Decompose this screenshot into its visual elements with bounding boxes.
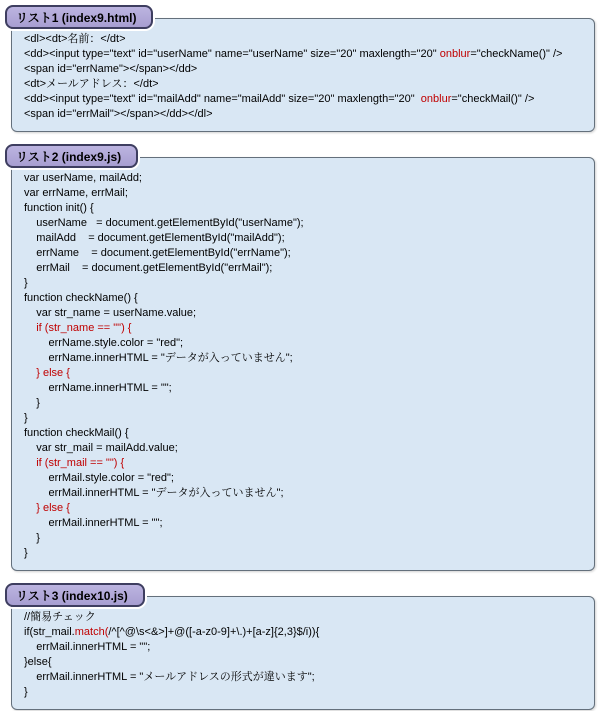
listing-3-codebox [11,596,595,710]
code-line [24,670,586,685]
code-line [24,546,586,561]
code-segment [24,322,36,334]
listing-3-tab-label: リスト3 (index10.js) [16,588,128,603]
code-line [24,336,586,351]
code-segment: <dt>メールアドレス：</dt> [24,78,159,90]
code-line [24,47,586,62]
code-line [24,231,586,246]
code-segment: function init() { [24,202,94,214]
code-line [24,655,586,670]
code-line [24,640,586,655]
code-line [24,396,586,411]
code-segment: errMail.innerHTML = ""; [24,517,163,529]
code-line [24,426,586,441]
code-segment: errMail.innerHTML = "メールアドレスの形式が違います"; [24,671,315,683]
code-line [24,486,586,501]
code-line [24,610,586,625]
code-segment: } [24,397,40,409]
code-segment: errMail.innerHTML = "データが入っていません"; [24,487,284,499]
code-segment: userName = document.getElementById("userName"); [24,217,304,229]
listing-3-tab [5,583,145,607]
code-line [24,186,586,201]
code-segment: } [24,686,28,698]
code-line [24,77,586,92]
code-segment [24,367,36,379]
code-line [24,411,586,426]
code-line [24,531,586,546]
code-segment: function checkMail() { [24,427,129,439]
listing-1-section [5,5,595,132]
code-line [24,685,586,700]
code-segment: errName.style.color = "red"; [24,337,184,349]
listing-2-tab-label: リスト2 (index9.js) [16,149,122,164]
code-line [24,216,586,231]
code-segment: } [24,277,28,289]
code-segment [24,502,36,514]
code-segment: ="checkName()" /> [470,48,563,60]
code-segment: }else{ [24,656,52,668]
code-segment-highlighted: onblur [439,48,471,60]
code-segment: var userName, mailAdd; [24,172,142,184]
code-segment: var str_name = userName.value; [24,307,197,319]
code-line [24,201,586,216]
code-line [24,32,586,47]
code-segment-highlighted: if (str_mail == "") { [36,457,125,469]
code-line [24,351,586,366]
code-segment: var errName, errMail; [24,187,128,199]
code-segment: //簡易チェック [24,611,96,623]
code-segment: if(str_mail. [24,626,75,638]
code-segment-highlighted: match( [74,626,109,638]
code-segment: } [24,412,28,424]
code-line [24,306,586,321]
listing-3-section [5,583,595,710]
code-line [24,625,586,640]
code-segment-highlighted: } else { [36,502,70,514]
code-line [24,291,586,306]
code-segment: } [24,532,40,544]
code-line [24,471,586,486]
code-line [24,441,586,456]
code-segment: errName.innerHTML = "データが入っていません"; [24,352,293,364]
code-segment: /^[^@\s<&>]+@([-a-z0-9]+\.)+[a-z]{2,3}$/i)){ [108,626,320,638]
code-line [24,501,586,516]
listing-2-section [5,144,595,571]
code-line [24,321,586,336]
code-segment: function checkName() { [24,292,138,304]
code-segment: errMail.style.color = "red"; [24,472,174,484]
code-segment [24,457,36,469]
listing-2-codebox [11,157,595,571]
code-line [24,456,586,471]
code-line [24,171,586,186]
code-line [24,107,586,122]
code-line [24,261,586,276]
code-line [24,62,586,77]
code-segment: <span id="errMail"></span></dd></dl> [24,108,213,120]
listing-2-tab [5,144,138,168]
code-line [24,246,586,261]
code-segment: <dl><dt>名前：</dt> [24,33,126,45]
code-segment-highlighted: if (str_name == "") { [36,322,132,334]
code-line [24,366,586,381]
code-segment: errName = document.getElementById("errName"); [24,247,291,259]
code-segment-highlighted: onblur [420,93,452,105]
code-segment: var str_mail = mailAdd.value; [24,442,178,454]
code-line [24,276,586,291]
code-segment: } [24,547,28,559]
code-segment: <dd><input type="text" id="userName" name="userName" size="20" maxlength="20" [24,48,440,60]
listing-1-codebox [11,18,595,132]
code-line [24,516,586,531]
code-segment: errMail = document.getElementById("errMail"); [24,262,273,274]
code-segment: ="checkMail()" /> [451,93,535,105]
listing-1-tab-label: リスト1 (index9.html) [16,10,137,25]
code-segment: mailAdd = document.getElementById("mailAdd"); [24,232,285,244]
code-segment-highlighted: } else { [36,367,70,379]
code-line [24,92,586,107]
code-segment: errName.innerHTML = ""; [24,382,172,394]
code-line [24,381,586,396]
code-segment: errMail.innerHTML = ""; [24,641,151,653]
code-segment: <span id="errName"></span></dd> [24,63,198,75]
listing-1-tab [5,5,153,29]
code-segment: <dd><input type="text" id="mailAdd" name="mailAdd" size="20" maxlength="20" [24,93,421,105]
